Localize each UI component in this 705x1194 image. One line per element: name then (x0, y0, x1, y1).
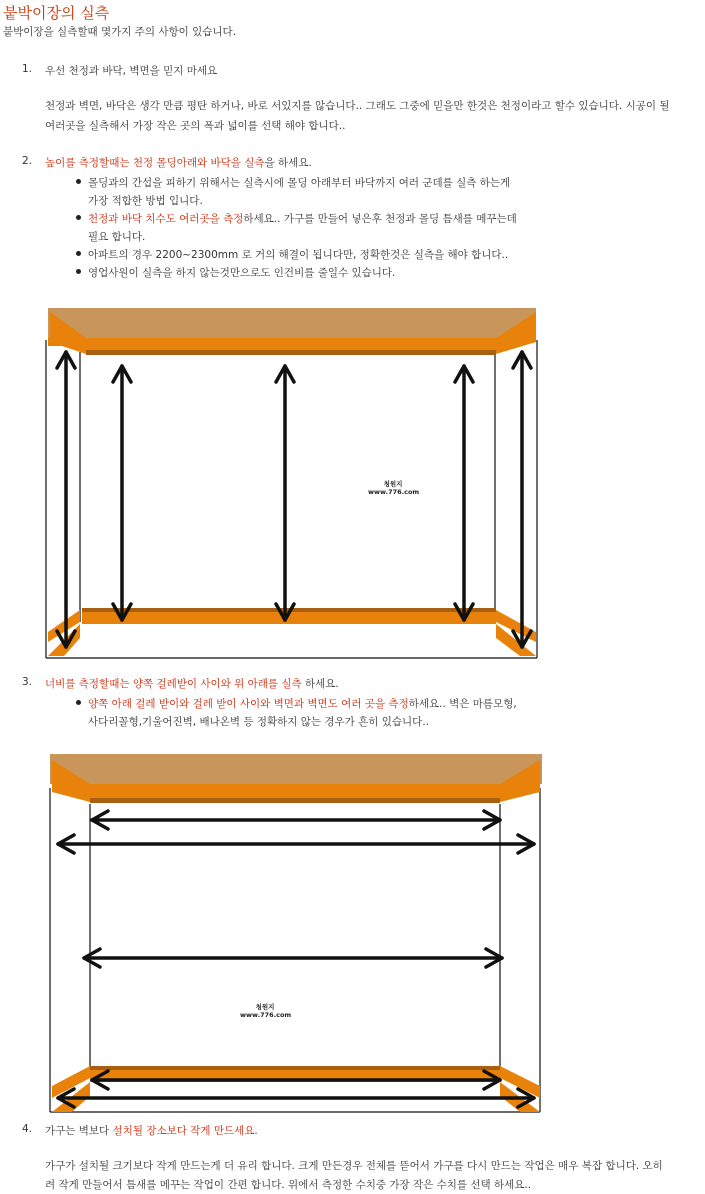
intro-text: 붙박이장을 실측할때 몇가지 주의 사항이 있습니다. (3, 26, 237, 38)
width-measurement-diagram (44, 748, 550, 1122)
s2-bullet-1-line-2: 가장 적합한 방법 입니다. (88, 195, 203, 207)
watermark-line-2: www.776.com (368, 488, 420, 496)
section-3-number: 3. (22, 676, 33, 688)
section-3-heading (45, 676, 339, 691)
section-1-body-line-2: 여러곳을 실측해서 가장 작은 곳의 폭과 넓이를 선택 해야 합니다.. (45, 120, 346, 132)
s3-bullet-1-tail: 하세요.. 벽은 마름모형, (408, 698, 517, 710)
s2-bullet-2-tail: 하세요.. 가구를 만들어 넣은후 천정과 몰딩 틈새를 메꾸는데 (243, 213, 517, 225)
section-1-heading: 우선 천정과 바닥, 벽면을 믿지 마세요 (45, 65, 218, 77)
section-3-heading-tail: 하세요. (301, 678, 339, 690)
section-1-number: 1. (22, 63, 33, 75)
section-4-body-line-1: 가구가 설치될 크기보다 작게 만드는게 더 유리 합니다. 크게 만든경우 전체를 뜯어서 가구를 다시 만드는 작업은 매우 복잡 합니다. 오히 (45, 1160, 663, 1172)
s3-bullet-1-line-1 (88, 696, 517, 711)
section-4-body-line-2: 려 작게 만들어서 틈새를 메꾸는 작업이 간편 합니다. 위에서 측정한 수치중 가장 작은 수치를 선택 하세요.. (45, 1179, 532, 1191)
s2-bullet-2-line-2: 필요 합니다. (88, 231, 146, 243)
s2-bullet-1-line-1: 몰딩과의 간섭을 피하기 위해서는 실측시에 몰딩 아래부터 바닥까지 여러 군데를 실측 하는게 (88, 177, 511, 189)
watermark-2 (240, 1003, 290, 1019)
section-2-heading-red: 높이를 측정할때는 천정 몰딩아래와 바닥을 실측 (45, 157, 265, 169)
section-1-body-line-1: 천정과 벽면, 바닥은 생각 만큼 평탄 하거나, 바로 서있지를 않습니다.. 그래도 그중에 믿을만 한것은 천정이라고 할수 있습니다. 시공이 될 (45, 100, 670, 112)
watermark-line-2: www.776.com (240, 1011, 292, 1019)
s3-bullet-1-red: 양쪽 아래 걸레 받이와 걸레 받이 사이와 벽면과 벽면도 여러 곳을 측정 (88, 698, 409, 710)
section-2-heading (45, 155, 312, 170)
bullet-icon (76, 179, 81, 184)
s3-bullet-1-line-2: 사다리꼴형,기울어진벽, 배나온벽 등 정확하지 않는 경우가 흔히 있습니다.. (88, 716, 430, 728)
height-measurement-diagram (40, 302, 550, 668)
page-title: 붙박이장의 실측 (3, 4, 110, 22)
section-2-heading-tail: 을 하세요. (264, 157, 312, 169)
bullet-icon (76, 251, 81, 256)
s2-bullet-2-red: 천정과 바닥 치수도 여러곳을 측정 (88, 213, 244, 225)
section-4-heading-pre: 가구는 벽보다 (45, 1125, 113, 1137)
watermark-line-1: 청원지 (255, 1003, 275, 1011)
s2-bullet-3: 아파트의 경우 2200~2300mm 로 거의 해결이 됩니다만, 정확한것은 실측을 해야 합니다.. (88, 249, 509, 261)
watermark-line-1: 청원지 (383, 480, 403, 488)
bullet-icon (76, 215, 81, 220)
bullet-icon (76, 700, 81, 705)
s2-bullet-4: 영업사원이 실측을 하지 않는것만으로도 인건비를 줄일수 있습니다. (88, 267, 396, 279)
section-2-number: 2. (22, 155, 33, 167)
watermark-1 (368, 480, 418, 496)
s2-bullet-2-line-1 (88, 211, 517, 226)
section-3-heading-red: 너비를 측정할때는 양쪽 걸레받이 사이와 위 아래를 실측 (45, 678, 302, 690)
section-4-heading-red: 설치될 장소보다 작게 만드세요. (112, 1125, 258, 1137)
section-4-heading (45, 1123, 258, 1138)
bullet-icon (76, 269, 81, 274)
section-4-number: 4. (22, 1123, 33, 1135)
